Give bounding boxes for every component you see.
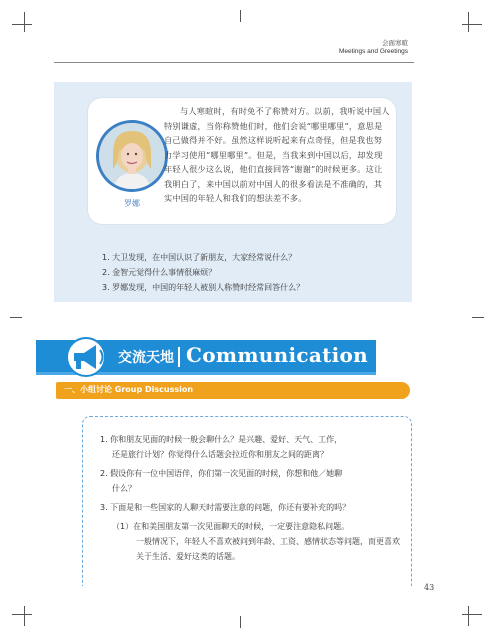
crop-mark-left-mid [10, 317, 22, 318]
discussion-sub-item-continuation: 一般情况下，年轻人不喜欢被问到年龄、工资、感情状态等问题，而更喜欢关于生活、爱好这类的话题。 [136, 537, 400, 561]
crop-mark-bottom-left-h [12, 614, 32, 615]
communication-title-zh: 交流天地 [118, 350, 174, 366]
crop-mark-top-center [240, 10, 241, 22]
discussion-item-line: 2. 假设你有一位中国语伴，你们第一次见面的时候，你想和他／她聊 [100, 469, 343, 478]
discussion-item-continuation: 什么？ [112, 484, 136, 493]
question-item: 3. 罗娜发现，中国的年轻人被别人称赞时经常回答什么？ [102, 283, 305, 292]
speaker-photo [99, 123, 165, 189]
crop-mark-bottom-left-v [24, 606, 25, 626]
crop-mark-bottom-center [240, 616, 241, 628]
discussion-item-line: 3. 下面是和一些国家的人聊天时需要注意的问题，你还有要补充的吗？ [100, 503, 351, 512]
chapter-title-zh: 会面寒暄 [382, 39, 408, 47]
discussion-item-line: 1. 你和朋友见面的时候一般会聊什么？是兴趣、爱好、天气、工作， [100, 435, 343, 444]
question-item: 2. 金智元觉得什么事情很麻烦？ [102, 268, 217, 277]
page-number: 43 [424, 583, 435, 592]
discussion-sub-item [112, 519, 404, 564]
crop-mark-top-left-v [24, 12, 25, 32]
communication-title-en: Communication [186, 343, 369, 367]
question-item: 1. 大卫发现，在中国认识了新朋友，大家经常说什么？ [102, 253, 297, 262]
crop-mark-top-left-h [12, 24, 32, 25]
crop-mark-bottom-right-v [468, 606, 469, 626]
discussion-item [100, 466, 404, 496]
discussion-item [100, 432, 404, 462]
megaphone-icon [62, 336, 114, 378]
comprehension-questions [102, 250, 402, 295]
crop-mark-top-right-v [468, 12, 469, 32]
section-label: 一、小组讨论 Group Discussion [64, 385, 194, 394]
crop-mark-bottom-right-h [462, 614, 482, 615]
discussion-sub-item-line: （1）在和美国朋友第一次见面聊天的时候，一定要注意隐私问题。 [112, 522, 350, 531]
speaker-name: 罗娜 [124, 199, 140, 208]
crop-mark-top-right-h [462, 24, 482, 25]
speech-paragraph: 与人寒暄时，有时免不了称赞对方。以前，我听说中国人特别谦虚，当你称赞他们时，他们会说“哪里哪里”，意思是自己做得并不好。虽然这样说听起来有点奇怪，但是我也努力学习使用“哪里哪里”。但是，当我来到中国以后，却发现年轻人很少这么说，他们直接回答“谢谢”的时候更多。这让我明白了，来中国以前对中国人的很多看法是不准确的，其实中国的年轻人和我们的想法差不多。 [164, 106, 390, 203]
crop-mark-right-mid [472, 317, 484, 318]
communication-title-divider [178, 347, 180, 367]
chapter-title-en: Meetings and Greetings [338, 48, 408, 55]
discussion-item-continuation: 还是旅行计划？你觉得什么话题会拉近你和朋友之间的距离？ [112, 450, 328, 459]
speaker-avatar [96, 120, 168, 192]
running-header [339, 38, 408, 55]
discussion-list [100, 432, 404, 564]
discussion-item [100, 500, 404, 515]
header-divider [54, 62, 414, 63]
woman-portrait-icon [99, 123, 165, 189]
